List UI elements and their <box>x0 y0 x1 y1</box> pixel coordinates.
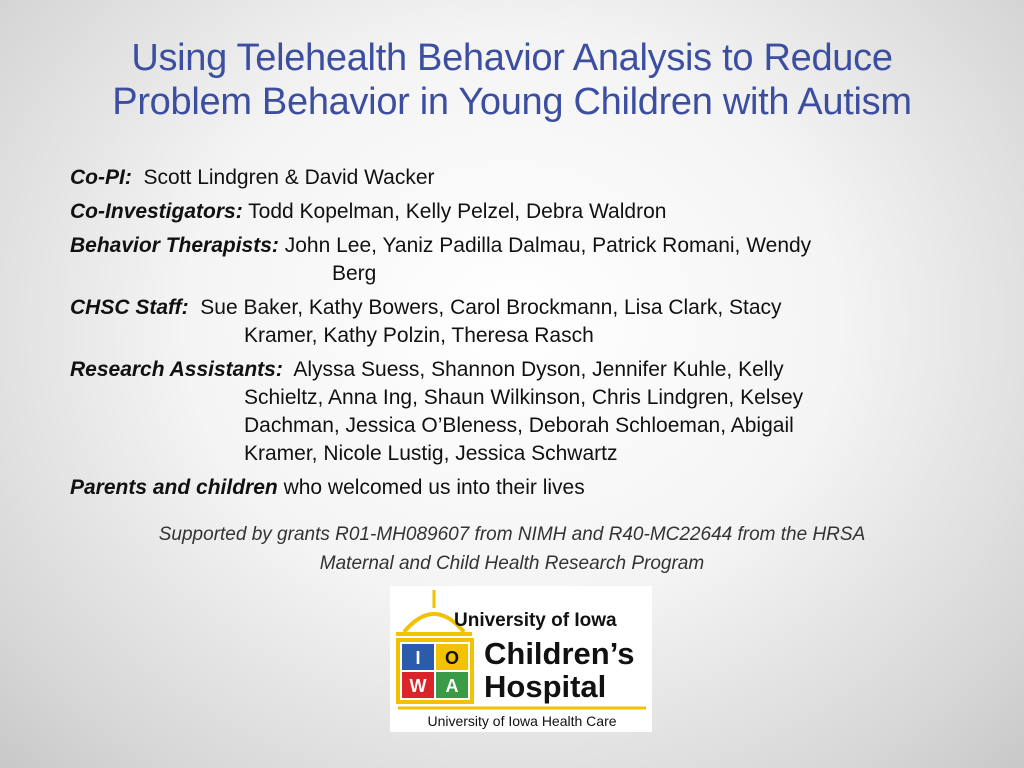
credit-label: Behavior Therapists: <box>70 234 279 257</box>
credit-names-cont: Schieltz, Anna Ing, Shaun Wilkinson, Chris Lindgren, Kelsey <box>244 386 804 409</box>
credits-list <box>70 164 970 508</box>
credit-names: Todd Kopelman, Kelly Pelzel, Debra Waldron <box>248 200 667 223</box>
block-letter-w: W <box>409 676 427 696</box>
block-letter-i: I <box>415 648 421 668</box>
credit-names-cont: Berg <box>332 262 377 285</box>
block-letter-a: A <box>445 676 459 696</box>
logo-childrens: Children’s <box>484 636 635 671</box>
title-line-1: Using Telehealth Behavior Analysis to Reduce <box>131 37 893 79</box>
credit-names: Sue Baker, Kathy Bowers, Carol Brockmann, Lisa Clark, Stacy <box>200 296 782 319</box>
slide-title <box>40 36 984 124</box>
credit-names: John Lee, Yaniz Padilla Dalmau, Patrick Romani, Wendy <box>284 234 812 257</box>
title-line-2: Problem Behavior in Young Children with Autism <box>112 81 912 123</box>
credit-co-investigators <box>70 198 970 226</box>
logo-university-of-iowa: University of Iowa <box>454 610 617 631</box>
funding-line-2: Maternal and Child Health Research Program <box>319 553 705 574</box>
childrens-hospital-logo <box>390 586 652 732</box>
block-letter-o: O <box>444 648 460 668</box>
credit-names: Scott Lindgren & David Wacker <box>143 166 435 189</box>
credit-behavior-therapists <box>70 232 970 288</box>
funding-note <box>60 520 964 578</box>
logo-graphic <box>390 586 652 732</box>
credit-names-cont: Kramer, Kathy Polzin, Theresa Rasch <box>244 324 594 347</box>
credit-names-cont: Dachman, Jessica O’Bleness, Deborah Schloeman, Abigail <box>244 414 794 437</box>
funding-line-1: Supported by grants R01-MH089607 from NIMH and R40-MC22644 from the HRSA <box>158 524 866 545</box>
credit-label: Research Assistants: <box>70 358 283 381</box>
credit-names-cont: Kramer, Nicole Lustig, Jessica Schwartz <box>244 442 618 465</box>
credit-research-assistants <box>70 356 970 468</box>
logo-health-care: University of Iowa Health Care <box>427 713 617 729</box>
credit-label: Parents and children <box>70 476 278 499</box>
credit-names: who welcomed us into their lives <box>283 476 585 499</box>
logo-hospital: Hospital <box>484 669 607 704</box>
credit-chsc-staff <box>70 294 970 350</box>
credit-parents-children <box>70 474 970 502</box>
credit-label: CHSC Staff: <box>70 296 189 319</box>
credit-co-pi <box>70 164 970 192</box>
credit-names: Alyssa Suess, Shannon Dyson, Jennifer Kuhle, Kelly <box>293 358 784 381</box>
credit-label: Co-PI: <box>70 166 132 189</box>
credit-label: Co-Investigators: <box>70 200 243 223</box>
